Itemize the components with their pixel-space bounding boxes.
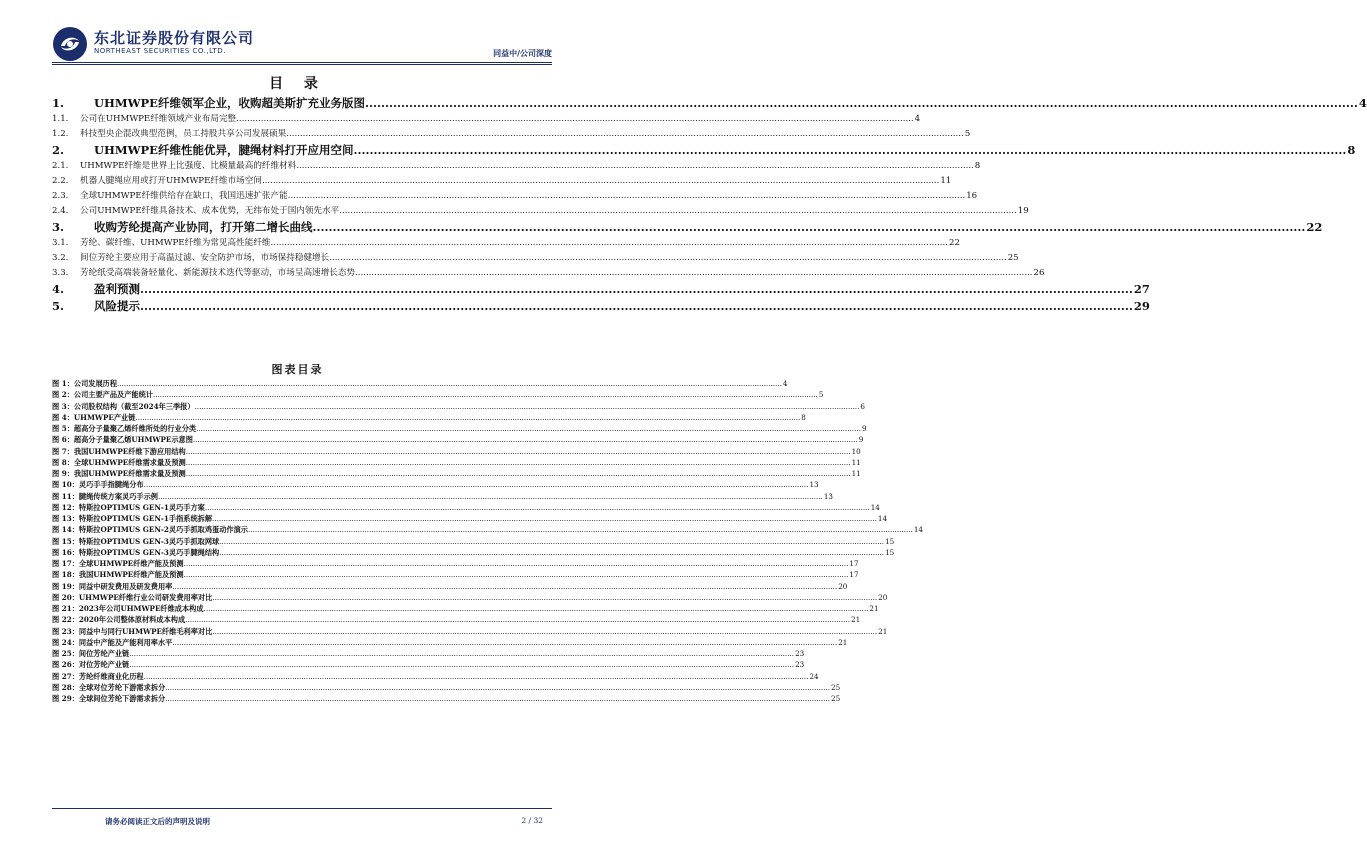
toc-dot-leader (296, 161, 973, 171)
figure-entry-page: 13 (823, 491, 833, 501)
toc-entry-number: 3. (52, 220, 65, 234)
figure-entry[interactable] (52, 570, 859, 581)
toc-entry-page: 4 (914, 114, 921, 124)
toc-entry-number: 1. (52, 96, 65, 110)
toc-entry[interactable] (52, 281, 1150, 298)
toc-entry-page: 11 (940, 176, 952, 186)
toc-entry-page: 4 (1358, 96, 1367, 110)
figure-entry-page: 17 (849, 570, 859, 580)
figure-dot-leader (184, 570, 849, 579)
toc-entry-number: 4. (52, 282, 65, 296)
toc-entry[interactable] (52, 204, 1029, 219)
figure-dot-leader (219, 548, 884, 557)
figure-entry[interactable] (52, 637, 848, 649)
figure-dot-leader (158, 492, 823, 501)
toc-entry-title: 机器人腱绳应用或打开UHMWPE纤维市场空间 (80, 176, 262, 186)
toc-entry[interactable] (52, 236, 960, 251)
toc-entry-title: 间位芳纶主要应用于高温过滤、安全防护市场，市场保持稳健增长 (80, 253, 330, 263)
footer-disclaimer: 请务必阅读正文后的声明及说明 (105, 817, 210, 826)
figure-entry-page: 5 (818, 390, 824, 400)
figure-dot-leader (144, 672, 809, 681)
toc-entry[interactable] (52, 189, 978, 204)
toc-entry-title: 收购芳纶提高产业协同，打开第二增长曲线 (94, 220, 313, 234)
toc-entry[interactable] (52, 159, 981, 174)
toc-dot-leader (288, 191, 965, 201)
header-rule (52, 62, 552, 63)
figure-entry-page: 21 (851, 615, 861, 625)
toc-dot-leader (236, 114, 913, 124)
toc-dot-leader (329, 253, 1006, 263)
figure-entry-page: 14 (870, 502, 880, 512)
figure-entry-page: 25 (831, 682, 841, 692)
figure-entry-page: 21 (869, 604, 879, 613)
toc-dot-leader (262, 176, 939, 186)
figure-entry-page: 8 (801, 412, 806, 422)
figure-entry[interactable] (52, 626, 888, 638)
figure-entry-page: 11 (851, 457, 861, 467)
figure-dot-leader (153, 390, 818, 399)
toc-entry-page: 26 (1033, 268, 1045, 278)
figure-dot-leader (212, 627, 877, 636)
toc-entry-page: 19 (1017, 206, 1029, 216)
figure-entry-title: 图 26：对位芳纶产业链 (52, 660, 130, 670)
figure-entry-page: 14 (913, 525, 923, 535)
figure-entry-title: 图 14：特斯拉OPTIMUS GEN-2灵巧手抓取鸡蛋动作演示 (52, 525, 248, 535)
figure-entry[interactable] (52, 502, 880, 514)
figure-entry[interactable] (52, 682, 841, 694)
figure-dot-leader (185, 615, 850, 624)
page-header (52, 24, 552, 66)
figure-entry-title: 图 17：全球UHMWPE纤维产能及预测 (52, 559, 184, 568)
figure-entry[interactable] (52, 480, 819, 491)
header-rule-thin (52, 64, 552, 65)
figure-dot-leader (212, 514, 877, 523)
toc-entry-title: 盈利预测 (94, 282, 140, 296)
figure-entry[interactable] (52, 435, 864, 446)
toc-entry-page: 22 (949, 238, 960, 248)
figure-dot-leader (165, 683, 830, 692)
toc-entry-number: 2.4. (52, 206, 69, 216)
toc-entry-number: 3.2. (52, 253, 69, 263)
toc-entry-number: 3.3. (52, 268, 69, 278)
figure-entry-title: 图 2：公司主要产品及产能统计 (52, 390, 153, 400)
toc-entry-title: 公司UHMWPE纤维具备技术、成本优势，无纬布处于国内领先水平 (80, 206, 340, 216)
figure-entry-title: 图 18：我国UHMWPE纤维产能及预测 (52, 570, 184, 580)
toc-entry-number: 1.2. (52, 129, 69, 139)
figure-entry-title: 图 28：全球对位芳纶下游需求拆分 (52, 682, 166, 692)
toc-entry-page: 16 (966, 191, 978, 201)
figure-entry[interactable] (52, 649, 805, 660)
toc-entry-number: 3.1. (52, 238, 69, 248)
page-number: 2 / 32 (521, 816, 543, 825)
figure-entry-page: 4 (782, 379, 788, 388)
figure-entry-title: 图 9：我国UHMWPE纤维需求量及预测 (52, 469, 186, 478)
figure-entry-title: 图 19：同益中研发费用及研发费用率 (52, 581, 173, 591)
figure-dot-leader (144, 480, 809, 489)
figure-entry-title: 图 3：公司股权结构（截至2024年三季报） (52, 401, 195, 411)
figure-entry-page: 11 (851, 469, 861, 478)
figure-entry-title: 图 11：腱绳传统方案灵巧手示例 (52, 491, 158, 501)
figure-entry-title: 图 12：特斯拉OPTIMUS GEN-1灵巧手方案 (52, 502, 205, 512)
figure-entry-page: 6 (860, 401, 865, 411)
toc-entry-page: 29 (1133, 299, 1150, 313)
figure-entry-title: 图 4：UHMWPE产业链 (52, 412, 136, 422)
figure-entry[interactable] (52, 547, 895, 559)
figure-entry-page: 21 (878, 626, 888, 636)
toc-dot-leader (313, 220, 1306, 234)
table-of-contents (52, 95, 1367, 315)
figure-entry[interactable] (52, 559, 859, 570)
figure-entry-page: 20 (878, 592, 888, 602)
figure-entry-page: 9 (861, 424, 867, 433)
toc-entry[interactable] (52, 298, 1150, 315)
toc-entry-number: 2.3. (52, 191, 69, 201)
toc-entry-number: 1.1. (52, 114, 69, 124)
toc-entry[interactable] (52, 251, 1019, 266)
figure-entry-page: 25 (831, 694, 841, 703)
figure-dot-leader (219, 537, 884, 546)
figure-dot-leader (129, 660, 794, 669)
figure-dot-leader (186, 447, 851, 456)
toc-entry-number: 2.1. (52, 161, 69, 171)
figure-entry-page: 21 (838, 637, 848, 647)
company-name-en: NORTHEAST SECURITIES CO.,LTD. (94, 47, 226, 55)
toc-entry-title: UHMWPE纤维是世界上比强度、比模量最高的纤维材料 (80, 161, 297, 171)
figure-entry-title: 图 10：灵巧手手指腱绳分布 (52, 480, 144, 490)
figure-entry-title: 图 21：2023年公司UHMWPE纤维成本构成 (52, 604, 204, 613)
figure-dot-leader (172, 638, 837, 647)
figure-entry[interactable] (52, 660, 805, 671)
toc-entry[interactable] (52, 112, 921, 127)
figure-entry[interactable] (52, 401, 865, 413)
figure-entry[interactable] (52, 446, 861, 458)
figure-entry[interactable] (52, 581, 848, 593)
figure-entry-title: 图 25：间位芳纶产业链 (52, 649, 130, 658)
toc-entry-page: 5 (964, 129, 971, 139)
figure-entry-title: 图 16：特斯拉OPTIMUS GEN-3灵巧手腱绳结构 (52, 547, 220, 557)
figure-entry[interactable] (52, 694, 841, 705)
toc-entry-title: 全球UHMWPE纤维供给存在缺口，我国迅速扩张产能 (80, 191, 288, 201)
toc-entry[interactable] (52, 219, 1323, 236)
toc-entry-page: 25 (1007, 253, 1019, 263)
toc-entry-page: 8 (1347, 143, 1356, 157)
toc-entry-page: 27 (1133, 282, 1150, 296)
figure-entry-page: 13 (809, 480, 819, 490)
toc-dot-leader (286, 129, 963, 139)
figure-entry[interactable] (52, 525, 923, 536)
figure-entry-page: 15 (885, 536, 895, 546)
figure-dot-leader (135, 413, 800, 422)
report-tag: 同益中/公司深度 (493, 49, 552, 58)
toc-entry-page: 22 (1306, 220, 1323, 234)
toc-entry-title: 芳纶、碳纤维、UHMWPE纤维为常见高性能纤维 (80, 238, 271, 248)
toc-entry-number: 2.2. (52, 176, 69, 186)
figure-entry-title: 图 15：特斯拉OPTIMUS GEN-3灵巧手抓取网球 (52, 536, 220, 546)
figure-list (52, 379, 923, 705)
toc-entry-title: 科技型央企混改典型范例，员工持股共享公司发展硕果 (80, 129, 287, 139)
toc-entry-number: 5. (52, 299, 65, 313)
figure-entry[interactable] (52, 514, 888, 525)
toc-dot-leader (140, 299, 1133, 313)
toc-entry-title: UHMWPE纤维性能优异，腱绳材料打开应用空间 (94, 143, 354, 157)
toc-dot-leader (353, 143, 1346, 157)
toc-dot-leader (140, 282, 1133, 296)
figure-entry-title: 图 29：全球间位芳纶下游需求拆分 (52, 694, 166, 703)
figure-entry-page: 20 (838, 581, 848, 591)
toc-dot-leader (339, 206, 1016, 216)
toc-entry-page: 8 (974, 161, 981, 171)
figure-entry[interactable] (52, 671, 819, 683)
figure-dot-leader (117, 379, 782, 388)
figure-entry-page: 23 (795, 660, 805, 670)
figure-entry[interactable] (52, 615, 861, 626)
figure-dot-leader (172, 582, 837, 591)
figure-entry[interactable] (52, 604, 879, 615)
toc-entry[interactable] (52, 266, 1045, 281)
figure-entry[interactable] (52, 424, 867, 435)
toc-entry-title: 芳纶纸受高端装备轻量化、新能源技术迭代等驱动，市场呈高速增长态势 (80, 268, 356, 278)
figure-dot-leader (212, 593, 877, 602)
figure-entry-title: 图 8：全球UHMWPE纤维需求量及预测 (52, 457, 186, 467)
figure-entry[interactable] (52, 469, 861, 480)
figure-entry[interactable] (52, 592, 888, 604)
toc-entry[interactable] (52, 127, 971, 142)
figure-list-title: 图表目录 (271, 363, 324, 376)
figure-dot-leader (195, 402, 860, 411)
figure-dot-leader (165, 694, 830, 703)
figure-entry[interactable] (52, 412, 806, 424)
figure-entry-page: 10 (851, 446, 861, 456)
toc-dot-leader (365, 96, 1358, 110)
toc-entry[interactable] (52, 95, 1367, 112)
figure-dot-leader (129, 649, 794, 658)
figure-entry-title: 图 13：特斯拉OPTIMUS GEN-1手指系统拆解 (52, 514, 213, 523)
figure-entry-title: 图 1：公司发展历程 (52, 379, 118, 388)
figure-entry-title: 图 27：芳纶纤维商业化历程 (52, 671, 144, 681)
footer-rule (52, 808, 552, 809)
figure-entry-title: 图 5：超高分子量聚乙烯纤维所处的行业分类 (52, 424, 197, 433)
figure-entry-page: 9 (858, 435, 864, 445)
figure-entry-page: 14 (877, 514, 888, 523)
figure-entry-page: 15 (885, 547, 895, 557)
figure-entry[interactable] (52, 457, 861, 469)
northeast-securities-logo-icon (52, 26, 88, 62)
toc-entry-number: 2. (52, 143, 65, 157)
toc-entry-title: UHMWPE纤维领军企业，收购超美斯扩充业务版图 (94, 96, 365, 110)
figure-dot-leader (204, 604, 869, 613)
figure-dot-leader (205, 503, 870, 512)
toc-entry-title: 公司在UHMWPE纤维领域产业布局完整 (80, 114, 237, 124)
toc-entry[interactable] (52, 142, 1356, 159)
figure-entry-title: 图 6：超高分子量聚乙烯UHMWPE示意图 (52, 435, 193, 445)
toc-dot-leader (355, 268, 1032, 278)
figure-entry[interactable] (52, 491, 833, 503)
figure-entry[interactable] (52, 390, 824, 401)
toc-entry-title: 风险提示 (94, 299, 140, 313)
figure-dot-leader (184, 559, 849, 568)
company-name-cn: 东北证券股份有限公司 (94, 29, 255, 47)
figure-dot-leader (248, 525, 913, 534)
figure-entry[interactable] (52, 379, 788, 390)
toc-dot-leader (271, 238, 948, 248)
figure-entry-page: 17 (849, 559, 859, 568)
toc-entry[interactable] (52, 174, 952, 189)
figure-entry-title: 图 23：同益中与同行UHMWPE纤维毛利率对比 (52, 626, 213, 636)
figure-entry[interactable] (52, 536, 895, 548)
figure-entry-title: 图 7：我国UHMWPE纤维下游应用结构 (52, 446, 186, 456)
figure-dot-leader (186, 469, 851, 478)
figure-dot-leader (193, 435, 858, 444)
figure-dot-leader (186, 458, 851, 467)
figure-entry-title: 图 22：2020年公司整体原材料成本构成 (52, 615, 186, 625)
toc-title: 目 录 (269, 76, 326, 92)
figure-entry-title: 图 20：UHMWPE纤维行业公司研发费用率对比 (52, 592, 213, 602)
figure-dot-leader (196, 424, 861, 433)
figure-entry-title: 图 24：同益中产能及产能利用率水平 (52, 637, 173, 647)
figure-entry-page: 23 (795, 649, 805, 658)
figure-entry-page: 24 (809, 671, 819, 681)
